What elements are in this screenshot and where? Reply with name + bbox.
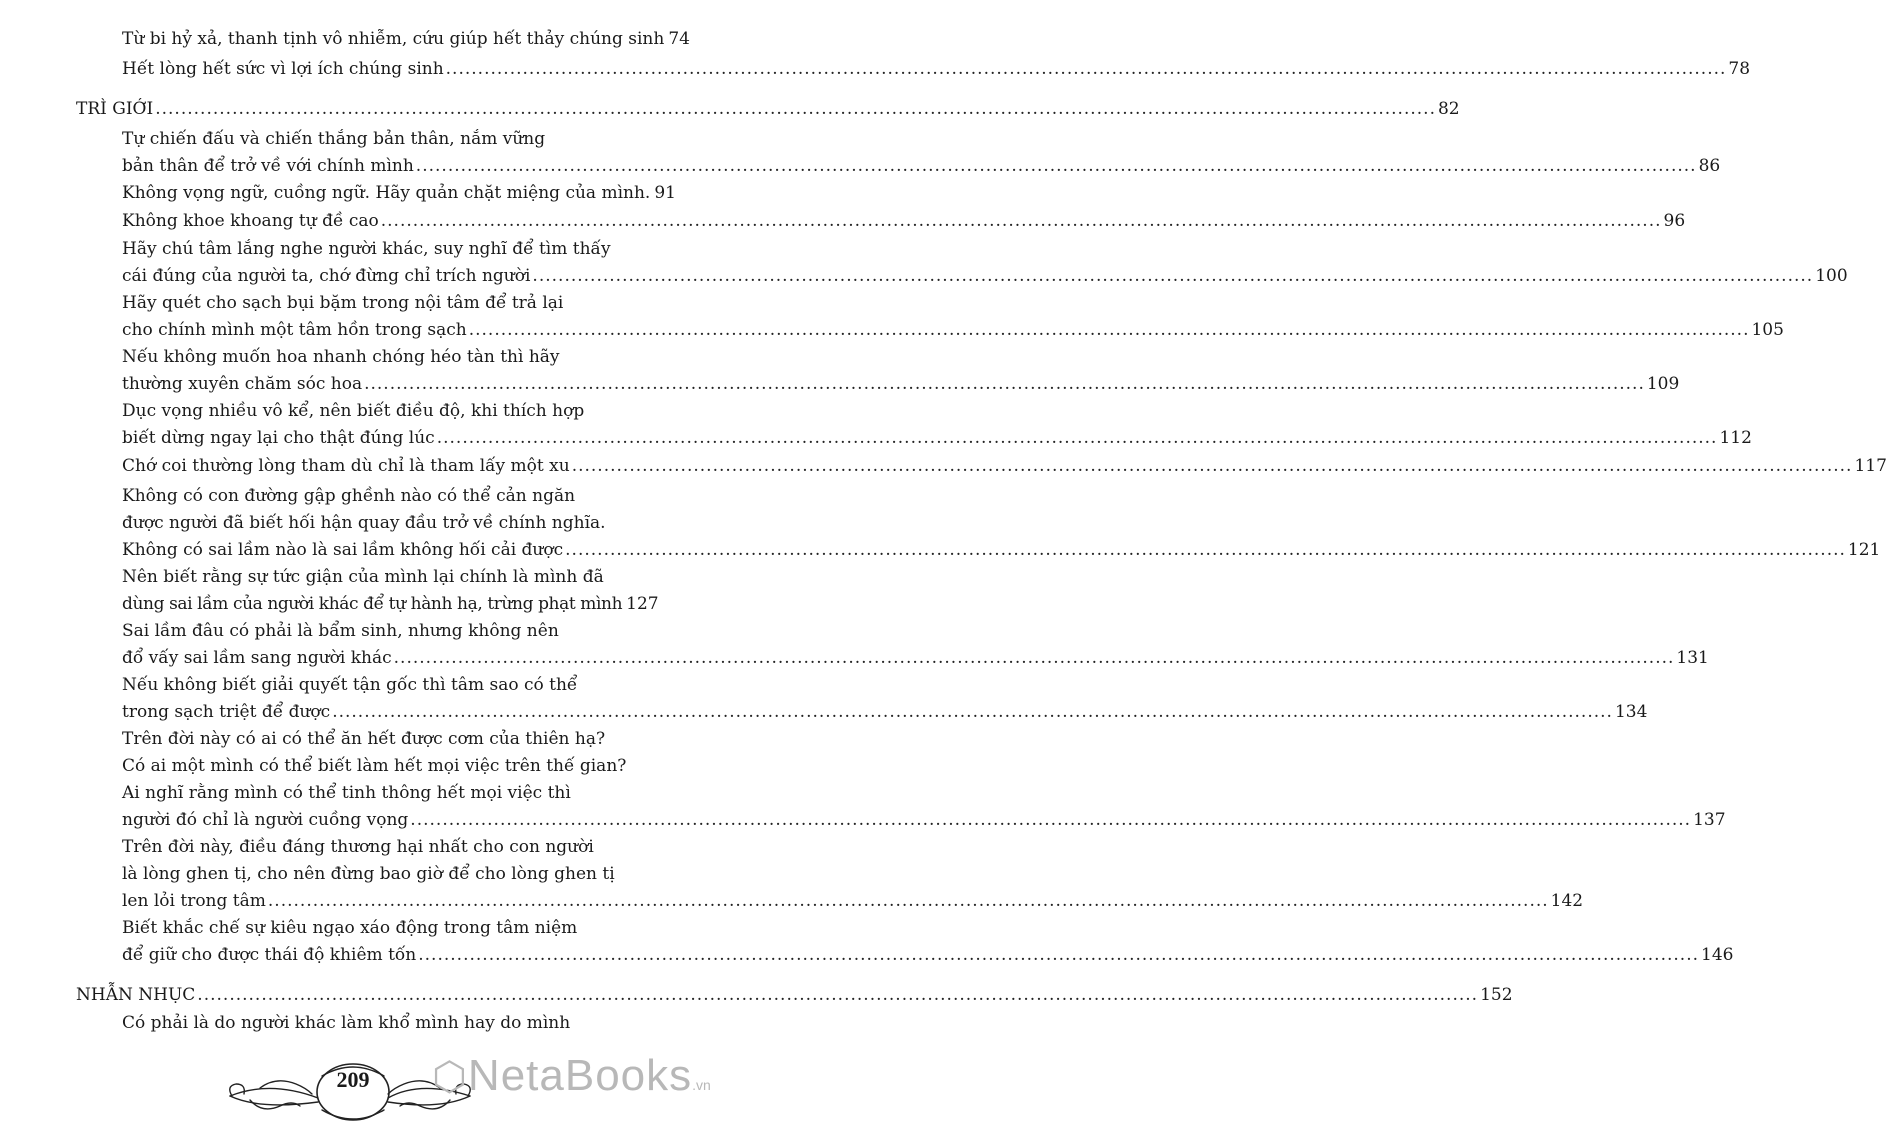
dot-leader	[416, 153, 1697, 180]
dot-leader	[437, 425, 1718, 452]
toc-entry-line: Tự chiến đấu và chiến thắng bản thân, nắm vững	[122, 129, 546, 149]
toc-section-heading: TRÌ GIỚI ..... 82	[76, 96, 624, 123]
toc-section-heading: NHẪN NHỤC ..... 152	[76, 982, 624, 1009]
toc-entry: biết dừng ngay lại cho thật đúng lúc ..... 112	[122, 425, 624, 452]
toc-entry: người đó chỉ là người cuồng vọng ..... 137	[122, 807, 624, 834]
toc-entry: Không có sai lầm nào là sai lầm không hối cải được ..... 121	[122, 537, 624, 564]
toc-entry-line: Dục vọng nhiều vô kể, nên biết điều độ, khi thích hợp	[122, 401, 585, 421]
watermark: ⬡NetaBooks.vn	[432, 1051, 711, 1100]
toc-entry-line: Ai nghĩ rằng mình có thể tinh thông hết mọi việc thì	[122, 783, 571, 803]
toc-entry: để giữ cho được thái độ khiêm tốn ..... 146	[122, 942, 624, 969]
toc-entry-line: là lòng ghen tị, cho nên đừng bao giờ để cho lòng ghen tị	[122, 864, 615, 884]
dot-leader	[469, 317, 1750, 344]
toc-entry: len lỏi trong tâm ..... 142	[122, 888, 624, 915]
toc-entry-line: Nếu không biết giải quyết tận gốc thì tâm sao có thể	[122, 675, 578, 695]
toc-entry: Không khoe khoang tự đề cao ..... 96	[122, 208, 624, 235]
toc-entry-line: Biết khắc chế sự kiêu ngạo xáo động trong tâm niệm	[122, 918, 578, 938]
toc-entry-line: Trên đời này có ai có thể ăn hết được cơm của thiên hạ?	[122, 729, 606, 749]
toc-entry-line: được người đã biết hối hận quay đầu trở về chính nghĩa.	[122, 513, 606, 533]
dot-leader	[410, 807, 1691, 834]
toc-entry-line: Hãy quét cho sạch bụi bặm trong nội tâm để trả lại	[122, 293, 564, 313]
dot-leader	[418, 942, 1699, 969]
toc-entry-line: Có ai một mình có thể biết làm hết mọi việc trên thế gian?	[122, 756, 627, 776]
toc-entry: trong sạch triệt để được ..... 134	[122, 699, 624, 726]
dot-leader	[446, 56, 1727, 83]
dot-leader	[268, 888, 1549, 915]
dot-leader	[381, 208, 1662, 235]
toc-entry: Từ bi hỷ xả, thanh tịnh vô nhiễm, cứu giúp hết thảy chúng sinh 74	[122, 29, 690, 49]
dot-leader	[332, 699, 1613, 726]
toc-entry: đổ vấy sai lầm sang người khác ..... 131	[122, 645, 624, 672]
dot-leader	[197, 982, 1478, 1009]
toc-entry: cho chính mình một tâm hồn trong sạch ..... 105	[122, 317, 624, 344]
toc-entry: dùng sai lầm của người khác để tự hành hạ, trừng phạt mình 127	[122, 594, 659, 614]
page-number: 209	[336, 1067, 370, 1092]
toc-entry: thường xuyên chăm sóc hoa ..... 109	[122, 371, 624, 398]
toc-entry-line: Sai lầm đâu có phải là bẩm sinh, nhưng không nên	[122, 621, 559, 641]
toc-entry-line: Nếu không muốn hoa nhanh chóng héo tàn thì hãy	[122, 347, 560, 367]
watermark-logo-icon: ⬡	[432, 1055, 468, 1099]
toc-entry: Chớ coi thường lòng tham dù chỉ là tham lấy một xu ..... 117	[122, 453, 624, 480]
dot-leader	[572, 453, 1853, 480]
toc-entry-line: Trên đời này, điều đáng thương hại nhất cho con người	[122, 837, 594, 857]
toc-entry-line: Không có con đường gập ghềnh nào có thể cản ngăn	[122, 486, 576, 506]
dot-leader	[565, 537, 1846, 564]
dot-leader	[394, 645, 1675, 672]
toc-entry: Hết lòng hết sức vì lợi ích chúng sinh ..... 78	[122, 56, 624, 83]
dot-leader	[155, 96, 1436, 123]
toc-entry: Không vọng ngữ, cuồng ngữ. Hãy quản chặt miệng của mình. 91	[122, 183, 676, 203]
dot-leader	[532, 263, 1813, 290]
toc-entry-line: Hãy chú tâm lắng nghe người khác, suy nghĩ để tìm thấy	[122, 239, 611, 259]
toc-entry: cái đúng của người ta, chớ đừng chỉ trích người ..... 100	[122, 263, 624, 290]
toc-entry-line: Nên biết rằng sự tức giận của mình lại chính là mình đã	[122, 567, 604, 587]
toc-entry-line: Có phải là do người khác làm khổ mình hay do mình	[122, 1013, 571, 1033]
dot-leader	[364, 371, 1645, 398]
toc-entry: bản thân để trở về với chính mình ..... 86	[122, 153, 624, 180]
